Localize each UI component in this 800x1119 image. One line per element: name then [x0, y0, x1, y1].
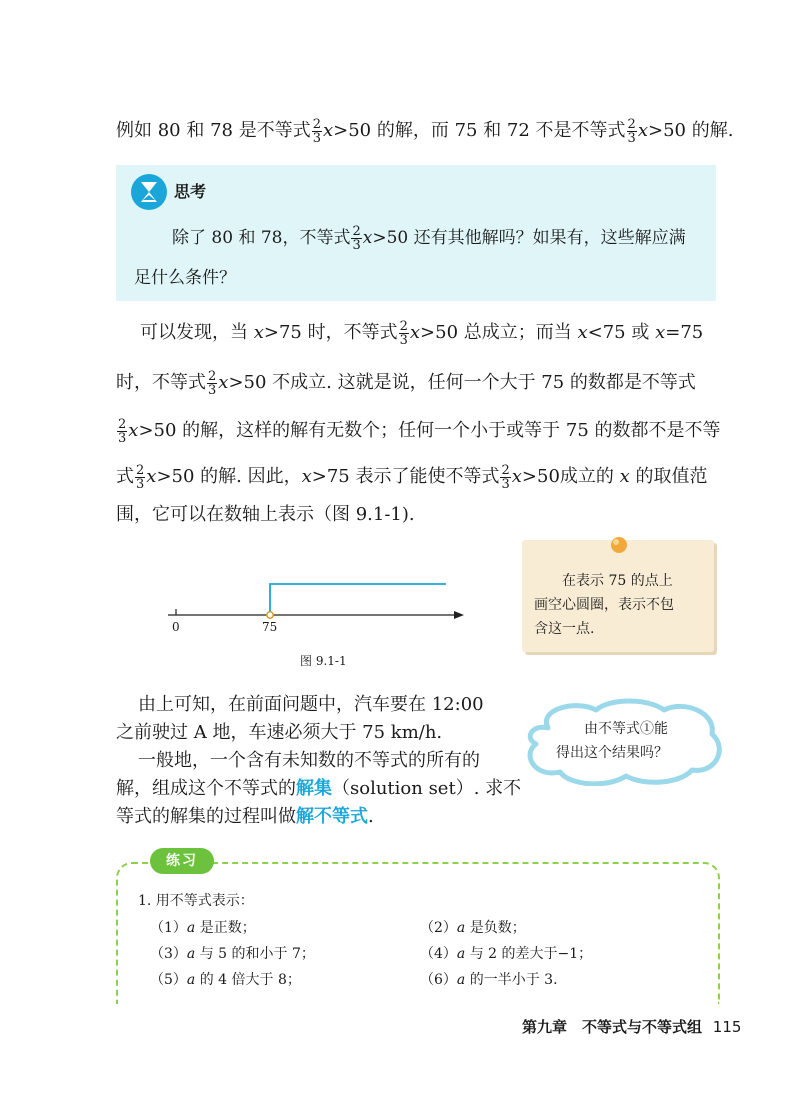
variable-x: x: [637, 120, 648, 141]
cloud-line-2: 得出这个结果吗？: [556, 745, 668, 761]
think-box: [116, 165, 716, 301]
para-line-1: 可以发现，当 x>75 时，不等式 $\frac{2}{3}$ x>50 总成立；而当 x<75 或 x=75: [140, 318, 704, 348]
para2-line-4: 解，组成这个不等式的解集（solution set）. 求不: [116, 778, 522, 799]
practice-question-1: 1. 用不等式表示：: [138, 893, 254, 909]
cloud-line-1: 由不等式①能: [584, 721, 668, 737]
hourglass-icon: [130, 173, 168, 211]
para2-line-2: 之前驶过 A 地，车速必须大于 75 km/h.: [116, 722, 443, 743]
keyword-solve-inequality: 解不等式: [296, 806, 368, 827]
fraction-two-thirds: $\frac{2}{3}$: [136, 462, 145, 492]
para-line-5: 围，它可以在数轴上表示（图 9.1-1).: [116, 504, 415, 525]
fraction-two-thirds: $\frac{2}{3}$: [208, 368, 217, 398]
note-line-2: 画空心圆圈，表示不包: [534, 597, 674, 613]
note-line-3: 含这一点.: [534, 621, 595, 637]
fraction-two-thirds: $\frac{2}{3}$: [312, 116, 321, 146]
para-line-4: 式 $\frac{2}{3}$ x>50 的解. 因此，x>75 表示了能使不等式 $\frac{2}{3}$ x>50成立的 x 的取值范: [116, 462, 708, 492]
practice-item-5: （5）a 的 4 倍大于 8；: [150, 972, 301, 988]
intro-line: [116, 116, 733, 146]
think-line-1: 除了 80 和 78，不等式 $\frac{2}{3}$ x>50 还有其他解吗？如果有，这些解应满: [172, 224, 686, 253]
para2-line-5: 等式的解集的过程叫做解不等式.: [116, 806, 374, 827]
fraction-two-thirds: $\frac{2}{3}$: [118, 416, 127, 446]
variable-x: x: [322, 120, 334, 141]
fraction-two-thirds: $\frac{2}{3}$: [501, 462, 510, 492]
tick-label-75: 75: [262, 620, 278, 634]
practice-item-6: （6）a 的一半小于 3.: [420, 972, 558, 988]
figure-caption: 图 9.1-1: [300, 654, 347, 668]
practice-tag: 练习: [150, 848, 214, 874]
solution-ray: [270, 584, 446, 612]
note-box: [522, 540, 714, 652]
para2-line-3: 一般地，一个含有未知数的不等式的所有的: [138, 750, 480, 771]
practice-item-1: （1）a 是正数；: [150, 920, 256, 936]
think-title: 思考: [174, 182, 207, 201]
text: >50 的解.: [647, 120, 734, 141]
practice-item-4: （4）a 与 2 的差大于−1；: [420, 946, 593, 962]
fraction-two-thirds: $\frac{2}{3}$: [352, 224, 361, 253]
practice-item-3: （3）a 与 5 的和小于 7；: [150, 946, 315, 962]
para2-line-1: 由上可知，在前面问题中，汽车要在 12:00: [138, 694, 484, 715]
para-line-2: 时，不等式 $\frac{2}{3}$ x>50 不成立. 这就是说，任何一个大于 75 的数都是不等式: [116, 368, 696, 398]
number-line-figure: [160, 570, 480, 640]
open-circle-75: [267, 612, 273, 618]
text: 例如 80 和 78 是不等式: [116, 120, 311, 141]
think-line-2: 足什么条件？: [134, 268, 236, 288]
fraction-two-thirds: $\frac{2}{3}$: [627, 116, 636, 146]
pin-icon: [608, 534, 630, 556]
page-number: 115: [712, 1018, 742, 1036]
axis-arrow: [454, 611, 464, 619]
para-line-3: $\frac{2}{3}$ x>50 的解，这样的解有无数个；任何一个小于或等于 75 的数都不是不等: [118, 416, 721, 446]
keyword-solution-set: 解集: [296, 778, 332, 799]
fraction-two-thirds: $\frac{2}{3}$: [399, 318, 408, 348]
note-line-1: 在表示 75 的点上: [562, 573, 673, 589]
tick-label-0: 0: [172, 620, 180, 634]
chapter-title: 第九章 不等式与不等式组: [522, 1018, 703, 1036]
page-footer: [522, 1016, 741, 1037]
text: >50 的解，而 75 和 72 不是不等式: [333, 120, 626, 141]
practice-item-2: （2）a 是负数；: [420, 920, 526, 936]
